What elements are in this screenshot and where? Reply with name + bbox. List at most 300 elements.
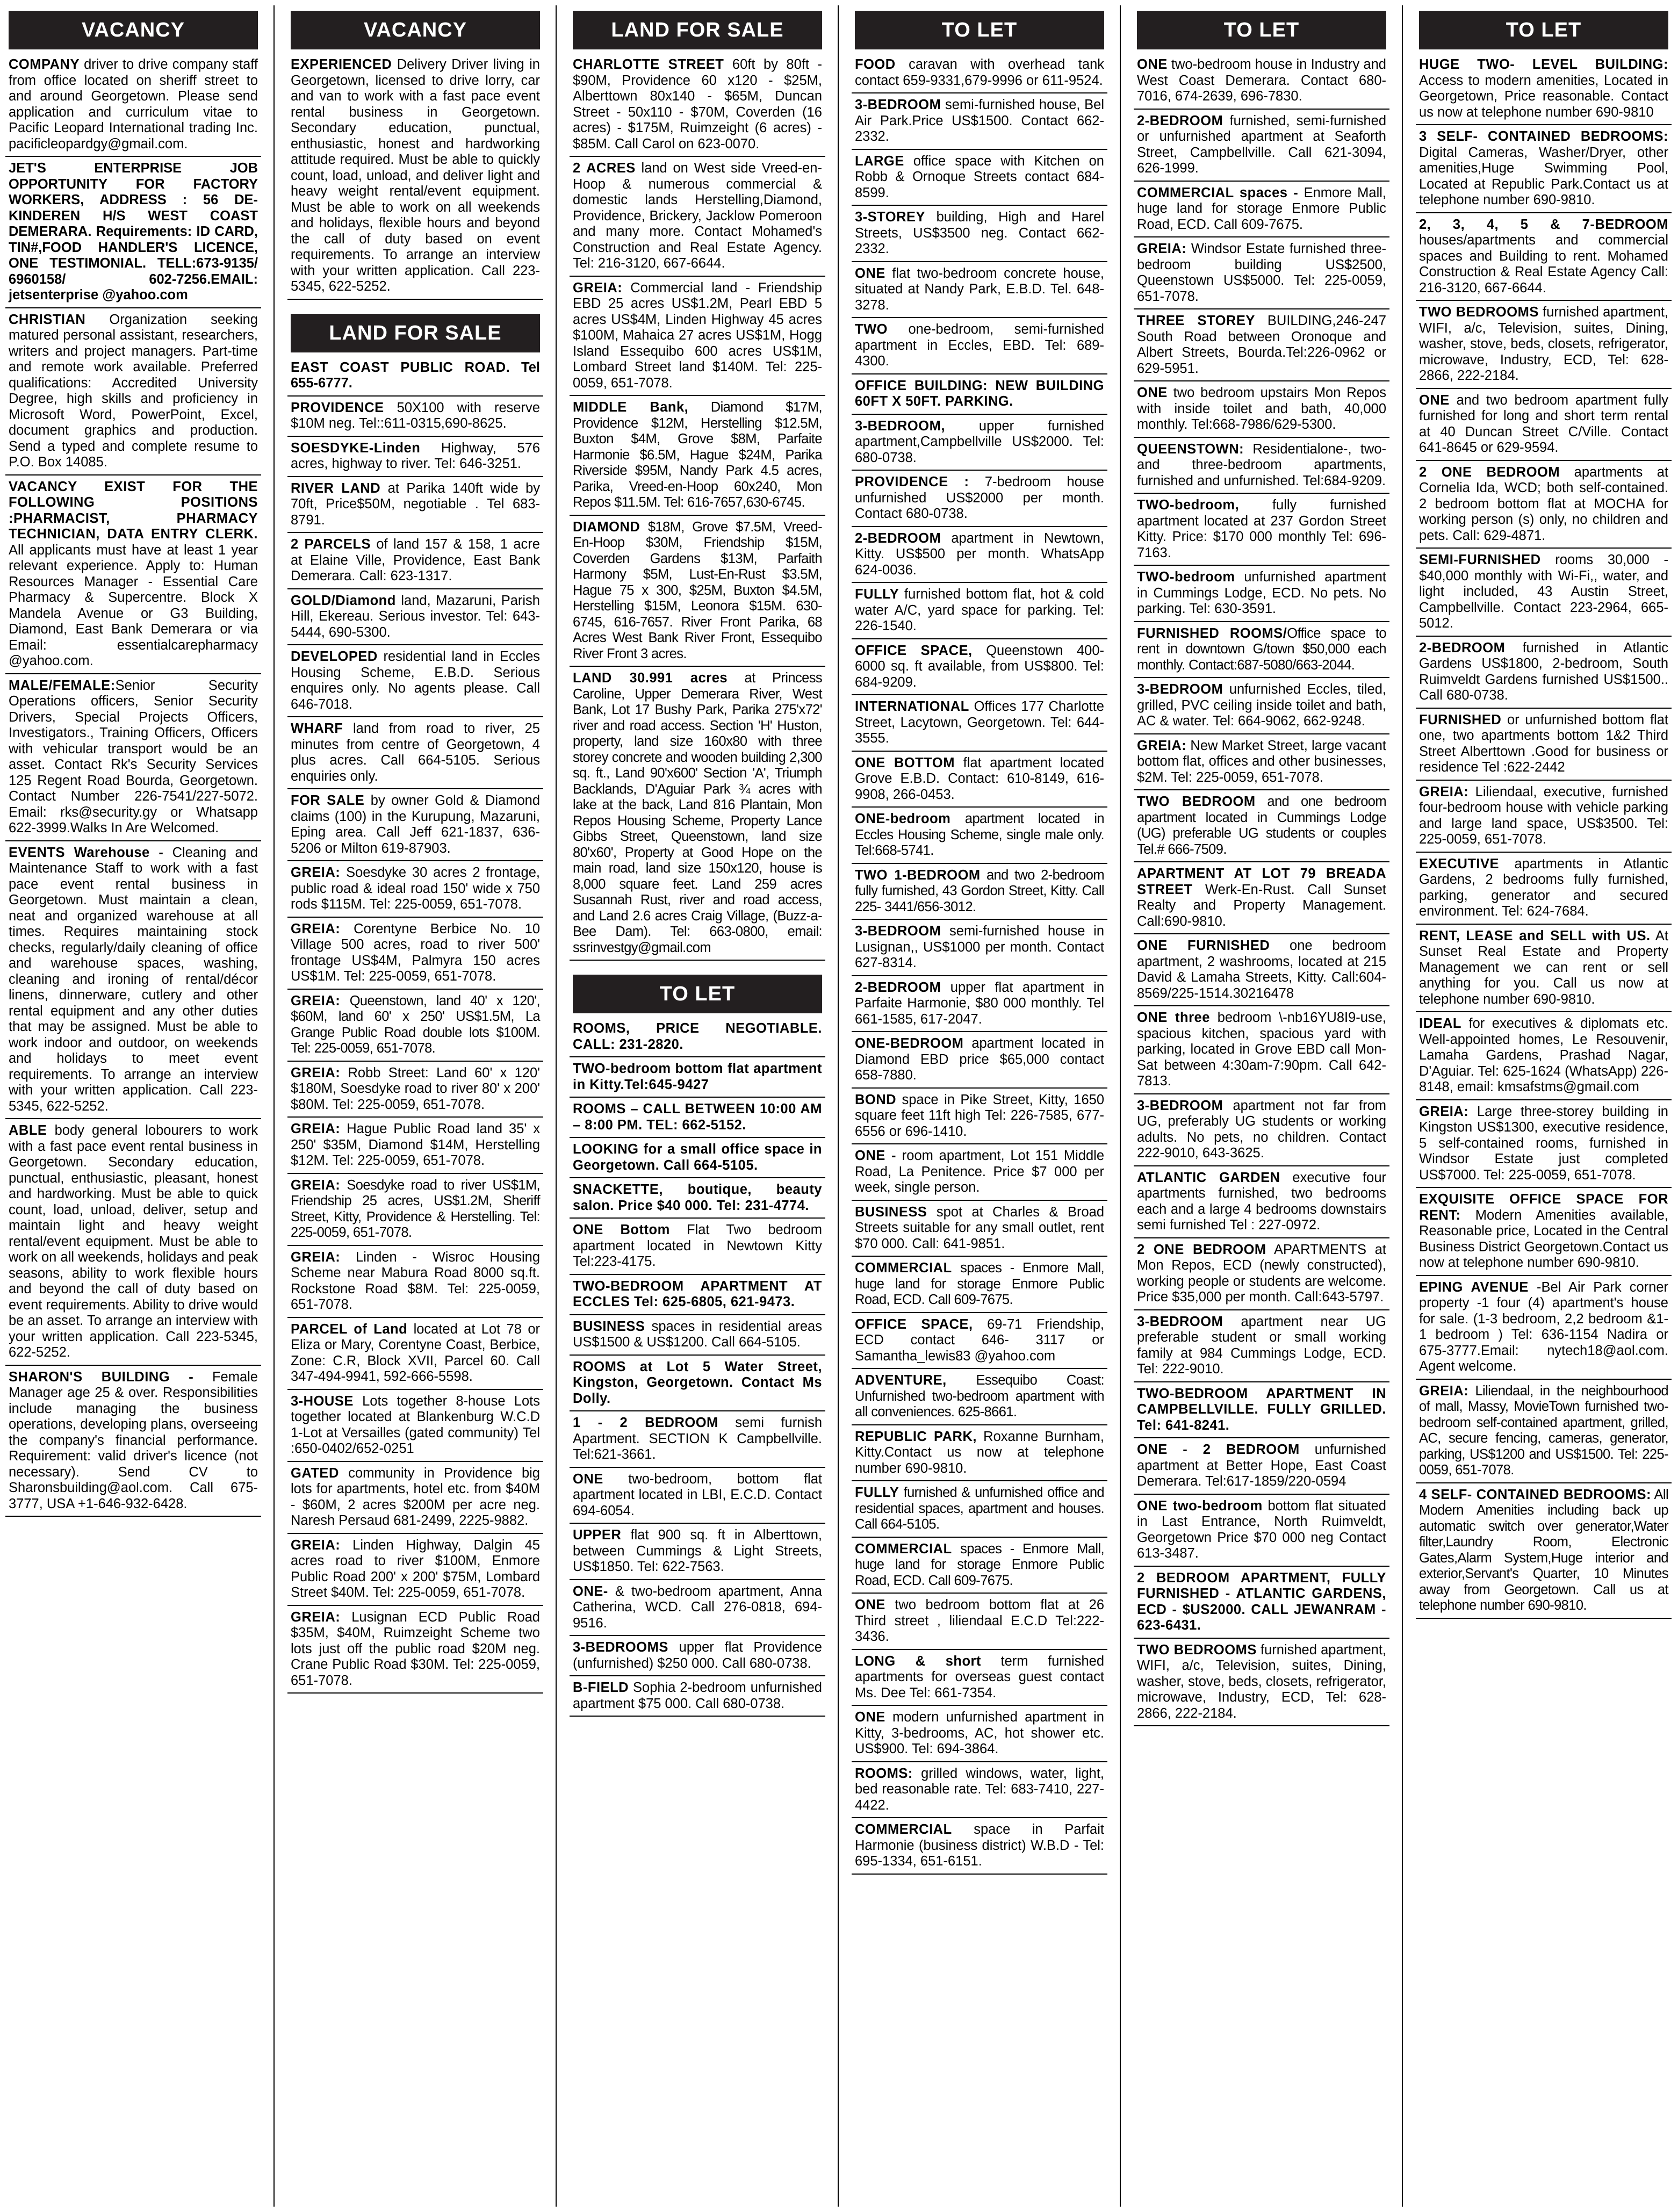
ad-text: apartment located in Eccles Housing Scheme, single male only. Tel:668-5741. xyxy=(855,811,1104,858)
ad-lead: IDEAL xyxy=(1419,1016,1461,1031)
ad-lead: LARGE xyxy=(855,153,904,169)
ad-text: one-bedroom, semi-furnished apartment in Eccles, EBD. Tel: 689-4300. xyxy=(855,322,1104,369)
ad-lead: ONE xyxy=(1137,57,1168,72)
ad-text: $18M, Grove $7.5M, Vreed-En-Hoop $30M, Friendship $15M, Coverden Gardens $13M, Parfaith Harmony $5M, Lust-En-Rust $3.5M, Hague 75 x 300, $25M, Buxton $4.5M, Herstelling $15M, Leonora $15M. 630-6745, 616-7657. River Front Parika, 68 Acres West Bank River Front, Essequibo River Front 3 acres. xyxy=(573,519,822,661)
classified-ad xyxy=(570,1472,825,1524)
ad-text: room apartment, Lot 151 Middle Road, La Penitence. Price $7 000 per week, single person. xyxy=(855,1148,1104,1195)
ad-text: 60ft by 80ft - $90M, Providence 60 x120 - $25M, Alberttown 80x140 - $65M, Duncan Street - 50x110 - $70M, Coverden (16 acres) - $175M, Ruimzeight (6 acres) - $85M. Call Carol on 623-0070. xyxy=(573,57,822,152)
ad-text: fully furnished apartment located at 237 Gordon Street Kitty. Price: $170 000 monthly Tel: 696-7163. xyxy=(1137,498,1386,560)
classified-ad xyxy=(1134,313,1389,381)
classified-ad xyxy=(287,1121,543,1174)
ad-lead: ONE FURNISHED xyxy=(1137,938,1270,953)
classified-ad xyxy=(570,1640,825,1676)
ad-lead: EAST COAST PUBLIC ROAD. xyxy=(291,359,510,375)
ad-lead: ONE-BEDROOM xyxy=(855,1036,964,1051)
ad-lead: UPPER xyxy=(573,1527,622,1543)
ad-text: Soesdyke road to river US$1M, Friendship 25 acres, US$1.2M, Sheriff Street, Kitty, Providence & Herstelling. Tel: 225-0059, 651-7078. xyxy=(291,1177,540,1240)
ad-text: apartment in Newtown, Kitty. US$500 per month. WhatsApp 624-0036. xyxy=(855,530,1104,578)
classified-ad xyxy=(1416,1280,1672,1380)
section-header: VACANCY xyxy=(291,11,540,49)
classified-ad xyxy=(852,1092,1107,1145)
ad-lead: TWO BEDROOM xyxy=(1137,794,1256,809)
ad-lead: ONE Bottom xyxy=(573,1222,670,1237)
ad-lead: SNACKETTE, boutique, beauty salon. Price $40 000. Tel: 231-4774. xyxy=(573,1182,822,1213)
ad-text: apartments in Atlantic Gardens, 2 bedrooms fully furnished, parking, generator and secured environment. Tel: 624-7684. xyxy=(1419,856,1668,919)
section-header: TO LET xyxy=(1419,11,1668,49)
ad-text: community in Providence big lots for apartments, hotel etc. from $40M - $60M, 2 acres $200M per acre neg. Naresh Persaud 681-2499, 2225-9882. xyxy=(291,1465,540,1528)
ad-lead: ONE xyxy=(1419,392,1450,408)
ad-lead: EXPERIENCED xyxy=(291,57,392,72)
ad-lead: GREIA: xyxy=(291,921,341,936)
classified-ad xyxy=(570,161,825,277)
ad-text: unfurnished Eccles, tiled, grilled, PVC ceiling inside toilet and bath, AC & water. Tel: 664-9062, 662-9248. xyxy=(1137,682,1386,729)
ad-lead: GREIA: xyxy=(1137,241,1187,256)
classified-ad xyxy=(852,1541,1107,1594)
ad-lead: PARCEL of Land xyxy=(291,1321,408,1337)
classified-ad xyxy=(1134,1314,1389,1382)
ad-text: furnished bottom flat, hot & cold water A/C, yard space for parking. Tel: 226-1540. xyxy=(855,587,1104,633)
classified-ad xyxy=(1416,465,1672,549)
classified-ad xyxy=(852,868,1107,920)
classified-ad xyxy=(570,280,825,397)
classified-ad xyxy=(1134,938,1389,1006)
section-header: TO LET xyxy=(855,11,1104,49)
ad-text: semi-furnished house, Bel Air Park.Price US$1500. Contact 662-2332. xyxy=(855,97,1104,144)
ad-text: Sophia 2-bedroom unfurnished apartment $75 000. Call 680-0738. xyxy=(573,1680,822,1711)
classified-ad xyxy=(852,1429,1107,1482)
ad-text: body general lobourers to work with a fast pace event rental business in Georgetown. Secondary education, punctual, enthusiastic, pleasant, honest and hardworking. Must be able to quick count, load, unload, deliver, setup and maintain light and heavy weight rental/event equipment. Must be able to work on all weekends, holidays and peak seasons, ability to work flexible hours and beyond the call of duty based on event requirements. Ability to drive would be an asset. To arrange an interview with your written application. Call 223-5345, 622-5252. xyxy=(9,1123,258,1360)
ad-text: land, Mazaruni, Parish Hill, Ekereau. Serious investor. Tel: 643-5444, 690-5300. xyxy=(291,593,540,640)
classified-ad xyxy=(1134,794,1389,862)
ad-text: Liliendaal, in the neighbourhood of mall, Massy, MovieTown furnished two-bedroom self-contained apartment, grilled, AC, secure fencing, cameras, generator, parking, US$1200 and US$1500. Tel: 225-0059, 651-7078. xyxy=(1419,1383,1668,1478)
classified-ad xyxy=(570,1319,825,1356)
section-header: VACANCY xyxy=(9,11,258,49)
classified-ad xyxy=(852,699,1107,752)
ad-lead: 2 ONE BEDROOM xyxy=(1419,464,1560,480)
classified-ad xyxy=(852,474,1107,527)
ad-text: furnished, semi-furnished or unfurnished apartment at Seaforth Street, Campbellville. Call 621-3094, 626-1999. xyxy=(1137,113,1386,176)
ad-lead: 3-BEDROOM xyxy=(1137,682,1223,697)
classified-ad xyxy=(287,921,543,990)
classified-ad xyxy=(287,1394,543,1462)
classified-ad xyxy=(570,1680,825,1717)
classified-ad xyxy=(852,755,1107,808)
ad-lead: 3-STOREY xyxy=(855,210,926,225)
ad-text: for executives & diplomats etc. Well-appointed homes, Le Resouvenir, Lamaha Gardens, Prashad Nagar, D'Aguiar. Tel: 625-1624 (WhatsApp) 226-8148, email: kmsafstms@gmail.com xyxy=(1419,1016,1668,1094)
column-divider xyxy=(1402,5,1403,2207)
ad-text: 7-bedroom house unfurnished US$2000 per month. Contact 680-0738. xyxy=(855,474,1104,521)
ad-text: two bedroom bottom flat at 26 Third street , liliendaal E.C.D Tel:222-3436. xyxy=(855,1597,1104,1644)
classified-ad xyxy=(287,1250,543,1318)
ad-lead: FURNISHED xyxy=(1419,712,1502,727)
ad-text: bottom flat situated in Last Entrance, North Ruimveldt, Georgetown Price $70 000 neg Contact 613-3487. xyxy=(1137,1498,1386,1561)
classified-ad xyxy=(1134,1498,1389,1567)
ad-lead: 2 BEDROOM APARTMENT, FULLY FURNISHED - ATLANTIC GARDENS, ECD - $US2000. CALL JEWANRAM - 623-6431. xyxy=(1137,1570,1386,1633)
ad-text: furnished apartment, WIFI, a/c, Television, suites, Dining, washer, stove, beds, closets, refrigerator, microwave, Industry, ECD, Tel: 628-2866, 222-2184. xyxy=(1137,1642,1386,1721)
ad-lead: 3 SELF- CONTAINED BEDROOMS: xyxy=(1419,129,1668,144)
column-6 xyxy=(1416,5,1672,2207)
ad-lead: EXECUTIVE xyxy=(1419,856,1500,871)
ad-text: Offices 177 Charlotte Street, Lacytown, Georgetown. Tel: 644-3555. xyxy=(855,699,1104,746)
ad-lead: 2-BEDROOM xyxy=(855,530,941,546)
classified-ad xyxy=(1134,626,1389,679)
ad-text: of land 157 & 158, 1 acre at Elaine Ville, Providence, East Bank Demerara. Call: 623-1317. xyxy=(291,537,540,583)
ad-text: apartments at Cornelia Ida, WCD; both self-contained. 2 bedroom bottom flat at MOCHA for working person (s) only, no children and pets. Call: 629-4871. xyxy=(1419,464,1668,543)
classified-ad xyxy=(1134,498,1389,566)
column-divider xyxy=(838,5,839,2207)
ad-lead: REPUBLIC PARK, xyxy=(855,1429,977,1444)
ad-text: Windsor Estate furnished three-bedroom building US$2500, Queenstown US$5000. Tel: 225-0059, 651-7078. xyxy=(1137,241,1386,304)
ad-lead: BUSINESS xyxy=(855,1204,927,1220)
classified-ad xyxy=(852,811,1107,864)
classified-ad xyxy=(852,1205,1107,1257)
classified-ad xyxy=(570,1061,825,1098)
column-divider xyxy=(1120,5,1121,2207)
ad-lead: COMMERCIAL spaces - xyxy=(1137,185,1299,200)
ad-lead: 2 ACRES xyxy=(573,161,636,176)
classified-ad xyxy=(852,1766,1107,1819)
ad-text: At Sunset Real Estate and Property Management we can rent or sell anything for you. Call us now at telephone number 690-9810. xyxy=(1419,928,1668,1007)
ad-lead: DEVELOPED xyxy=(291,649,378,664)
classified-ad xyxy=(1416,784,1672,853)
ad-lead: CHARLOTTE STREET xyxy=(573,57,724,72)
classified-ad xyxy=(287,793,543,861)
classified-ad xyxy=(852,322,1107,374)
ad-lead: COMMERCIAL xyxy=(855,1260,952,1276)
ad-text: furnished apartment, WIFI, a/c, Television, suites, Dining, washer, stove, beds, closets, refrigerator, microwave, Industry, ECD, Tel: 628-2866, 222-2184. xyxy=(1419,305,1668,383)
ad-lead: ROOMS: xyxy=(855,1766,913,1781)
ad-lead: ABLE xyxy=(9,1123,47,1138)
ad-text: APARTMENTS at Mon Repos, ECD (newly constructed), working people or students are welcome. Price $35,000 per month. Call:643-5797. xyxy=(1137,1242,1386,1305)
ad-lead: GREIA: xyxy=(573,280,623,296)
column-divider xyxy=(273,5,275,2207)
ad-text: unfurnished apartment at Better Hope, East Coast Demerara. Tel:617-1859/220-0594 xyxy=(1137,1442,1386,1489)
ad-text: Digital Cameras, Washer/Dryer, other amenities,Huge Swimming Pool, Located at Republic Park.Contact us at telephone number 690-9810. xyxy=(1419,145,1668,207)
ad-text: Lusignan ECD Public Road $35M, $40M, Ruimzeight Scheme two lots just off the public road $20M neg. Crane Public Road $30M. Tel: 225-0059, 651-7078. xyxy=(291,1609,540,1688)
classified-ad xyxy=(852,1036,1107,1089)
ad-text: Modern Amenities available, Reasonable price, Located in the Central Business District Georgetown.Contact us now at telephone number 690-9810. xyxy=(1419,1207,1668,1270)
ad-lead: ONE xyxy=(1137,385,1168,400)
classified-ad xyxy=(1416,1384,1672,1483)
ad-lead: 2, 3, 4, 5 & 7-BEDROOM xyxy=(1419,217,1668,232)
ad-lead: GREIA: xyxy=(1137,738,1187,753)
classified-ad xyxy=(5,479,261,674)
ad-lead: FULLY xyxy=(855,587,899,602)
ad-text: flat two-bedroom concrete house, situated at Nandy Park, E.B.D. Tel. 648-3278. xyxy=(855,265,1104,313)
ad-text: Hague Public Road land 35' x 250' $35M, Diamond $14M, Herstelling $12M. Tel: 225-0059, 651-7078. xyxy=(291,1121,540,1168)
ad-lead: GREIA: xyxy=(1419,784,1469,799)
column-divider xyxy=(556,5,557,2207)
ad-lead: 3-BEDROOM, xyxy=(855,418,945,434)
ad-text: one bedroom apartment, 2 washrooms, located at 215 David & Lamaha Streets, Kitty. Call:604-8569/225-1514.30216478 xyxy=(1137,938,1386,1001)
ad-text: or unfurnished bottom flat one, two apartments bottom 1&2 Third Street Alberttown .Good for business or residence Tel :622-2442 xyxy=(1419,712,1668,775)
ad-text: space in Parfait Harmonie (business district) W.B.D - Tel: 695-1334, 651-6151. xyxy=(855,1822,1104,1869)
classified-ad xyxy=(1134,1642,1389,1727)
ad-lead: TWO-bedroom bottom flat apartment in Kitty.Tel:645-9427 xyxy=(573,1061,822,1092)
classified-ad xyxy=(852,154,1107,206)
ad-text: Large three-storey building in Kingston US$1300, executive residence, 5 self-contained rooms, furnished in Windsor Estate just completed US$7000. Tel: 225-0059, 651-7078. xyxy=(1419,1104,1668,1183)
classified-ad xyxy=(1134,241,1389,309)
classified-ad xyxy=(570,520,825,667)
ad-lead: GREIA: xyxy=(1419,1383,1469,1399)
classified-ad xyxy=(1416,552,1672,637)
ad-text: apartment near UG preferable student or small working family at 984 Cummings Lodge, ECD. Tel: 222-9010. xyxy=(1137,1314,1386,1377)
ad-text: Delivery Driver living in Georgetown, licensed to drive lorry, car and van to work with a fast pace event rental business in Georgetown. Secondary education, punctual, enthusiastic, honest and hardworking attitude required. Must be able to quickly count, load, unload, and deliver light and heavy weight rental/event equipment. Must be able to work on all weekends and holidays, flexible hours and beyond the call of duty based on event requirements. To arrange an interview with your written application. Call 223-5345, 622-5252. xyxy=(291,57,540,294)
ad-lead: TWO-bedroom xyxy=(1137,570,1235,585)
ad-lead: GREIA: xyxy=(291,1609,341,1625)
classified-ad xyxy=(1416,1016,1672,1100)
classified-ad xyxy=(1134,185,1389,238)
classified-ad xyxy=(852,419,1107,471)
ad-text: Diamond $17M, Providence $12M, Herstelling $12.5M, Buxton $4M, Grove $8M, Parfaite Harmonie $6.5M, Hague $24M, Parika Riverside $95M, Nandy Park 4.5 acres, Parika, Vreed-en-Hoop 60x240, Mon Repos $11.5M. Tel: 616-7657,630-6745. xyxy=(573,400,822,510)
ad-text: rooms 30,000 - $40,000 monthly with Wi-Fi,, water, and light included, 43 Austin Street, Campbellville. Contact 223-2964, 665-5012. xyxy=(1419,552,1668,631)
classified-ad xyxy=(570,1021,825,1057)
ad-lead: ONE two-bedroom xyxy=(1137,1498,1263,1514)
section-header: TO LET xyxy=(573,975,822,1013)
classified-ad xyxy=(5,1123,261,1366)
ad-text: upper flat Providence (unfurnished) $250 000. Call 680-0738. xyxy=(573,1640,822,1671)
ad-text: apartment located in Diamond EBD price $65,000 contact 658-7880. xyxy=(855,1036,1104,1083)
classified-ad xyxy=(852,210,1107,262)
classified-ad xyxy=(1416,393,1672,461)
classified-ad xyxy=(1134,1098,1389,1166)
ad-text: executive four apartments furnished, two bedrooms each and a large 4 bedrooms downstairs semi furnished Tel : 227-0972. xyxy=(1137,1170,1386,1233)
classified-ad xyxy=(852,1317,1107,1370)
ad-lead: MIDDLE Bank, xyxy=(573,400,689,415)
classified-ad xyxy=(5,161,261,308)
ad-text: semi-furnished house in Lusignan,, US$1000 per month. Contact 627-8314. xyxy=(855,924,1104,970)
ad-lead: BOND xyxy=(855,1092,897,1107)
classified-ad xyxy=(570,1584,825,1637)
classified-ad xyxy=(852,1148,1107,1201)
classified-ad xyxy=(287,649,543,717)
classified-ad xyxy=(570,57,825,157)
ad-text: furnished in Atlantic Gardens US$1800, 2-bedroom, South Ruimveldt Gardens furnished US$1500.. Call 680-0738. xyxy=(1419,640,1668,703)
ad-lead: GREIA: xyxy=(291,1121,341,1136)
ad-text: Residentialone-, two- and three-bedroom apartments, furnished and unfurnished. Tel:684-9209. xyxy=(1137,441,1386,488)
classified-ad xyxy=(852,97,1107,150)
classified-ad xyxy=(1416,1192,1672,1276)
ad-lead: GREIA: xyxy=(1419,1104,1469,1119)
ad-text: by owner Gold & Diamond claims (100) in the Kurupung, Mazaruni, Eping area. Call Jeff 621-1837, 636-5206 or Milton 619-87903. xyxy=(291,793,540,856)
ad-lead: RIVER LAND xyxy=(291,480,381,496)
ad-text: Essequibo Coast: Unfurnished two-bedroom apartment with all conveniences. 625-8661. xyxy=(855,1373,1104,1420)
ad-text: Flat Two bedroom apartment located in Newtown Kitty Tel:223-4175. xyxy=(573,1222,822,1269)
classified-ad xyxy=(852,1710,1107,1762)
ad-text: at Princess Caroline, Upper Demerara River, West Bank, Lot 17 Bushy Park, Parika 275'x72' river and road access. Section 'H' Huston, property, land size 160x80 with three storey concrete and wooden building 2,300 sq. ft., Land 90'x600' Section 'A', Triumph Backlands, D'Aguiar Park ¾ acres with lake at the back, Land 816 Plantain, Mon Repos Housing Scheme, Property Lance Gibbs Street, Queenstown, land size 80'x60', Property at Good Hope on the main road, land size 150x120, house is 8,000 square feet. Land 259 acres Susannah Rust, river and road access, and Land 2.6 acres Craig Village, (Buzz-a-Bee Dam). Tel: 663-0800, email: ssrinvestgy@gmail.com xyxy=(573,671,822,955)
classified-ad xyxy=(852,1260,1107,1313)
ad-lead: ONE - xyxy=(855,1148,897,1163)
ad-text: bedroom \-nb16YU8I9-use, spacious kitchen, spacious yard with parking, located in Grove EBD call Mon-Sat between 4:30am-7:90pm. Call 642-7813. xyxy=(1137,1010,1386,1089)
ad-text: building, High and Harel Streets, US$3500 neg. Contact 662-2332. xyxy=(855,210,1104,256)
classified-ad xyxy=(570,1359,825,1412)
ad-lead: COMMERCIAL xyxy=(855,1541,952,1557)
ad-text: All applicants must have at least 1 year relevant experience. Apply to: Human Resources Manager - Essential Care Pharmacy & Supercentre. Block X Mandela Avenue or G3 Building, Diamond, East Bank Demerara or via Email: essentialcarepharmacy @yahoo.com. xyxy=(9,542,258,668)
ad-lead: TWO-BEDROOM APARTMENT IN CAMPBELLVILLE. FULLY GRILLED. Tel: 641-8241. xyxy=(1137,1386,1386,1433)
classified-ad xyxy=(852,57,1107,93)
ad-lead: SEMI-FURNISHED xyxy=(1419,552,1541,567)
classified-ad xyxy=(1134,1570,1389,1639)
ad-text: 69-71 Friendship, ECD contact 646- 3117 or Samantha_lewis83 @yahoo.com xyxy=(855,1316,1104,1364)
ad-lead: ROOMS at Lot 5 Water Street, Kingston, Georgetown. Contact Ms Dolly. xyxy=(573,1359,822,1406)
ad-text: space in Pike Street, Kitty, 1650 square feet 11ft high Tel: 226-7585, 677-6556 or 696-1410. xyxy=(855,1092,1104,1139)
ad-lead: TWO BEDROOMS xyxy=(1419,305,1539,320)
ad-text: Linden - Wisroc Housing Scheme near Mabura Road 8000 sq.ft. Rockstone Road $8M. Tel: 225-0059, 651-7078. xyxy=(291,1249,540,1312)
ad-text: at Parika 140ft wide by 70ft, Price$50M, negotiable . Tel 683-8791. xyxy=(291,480,541,528)
ad-text: Office space to rent in downtown G/town $50,000 each monthly. Contact:687-5080/663-2044. xyxy=(1137,625,1386,673)
ad-lead: 2 ONE BEDROOM xyxy=(1137,1242,1266,1257)
ad-text: and two 2-bedroom fully furnished, 43 Gordon Street, Kitty. Call 225- 3441/656-3012. xyxy=(855,867,1105,914)
ad-lead: GREIA: xyxy=(291,1537,341,1553)
classified-ad xyxy=(570,1527,825,1580)
ad-text: JET'S ENTERPRISE JOB OPPORTUNITY FOR FACTORY WORKERS, ADDRESS : 56 DE-KINDEREN H/S WEST COAST DEMERARA. Requirements: ID CARD, TIN#,FOOD HANDLER'S LICENCE, ONE TESTIMONIAL. TELL:673-9135/ 6960158/ 602-7256.EMAIL: jetsenterprise @yahoo.com xyxy=(9,161,258,302)
classified-ad xyxy=(1134,1386,1389,1439)
classified-ad xyxy=(287,400,543,437)
ad-text: New Market Street, large vacant bottom flat, offices and other businesses, $2M. Tel: 225-0059, 651-7078. xyxy=(1137,738,1386,785)
ad-text: spaces - Enmore Mall, huge land for storage Enmore Public Road, ECD. Call 609-7675. xyxy=(855,1260,1104,1307)
ad-text: semi furnish Apartment. SECTION K Campbellville. Tel:621-3661. xyxy=(573,1415,822,1462)
ad-lead: CHRISTIAN xyxy=(9,312,86,327)
ad-text: office space with Kitchen on Robb & Ornoque Streets contact 684-8599. xyxy=(855,153,1104,200)
ad-text: Lots together 8-house Lots together located at Blankenburg W.C.D 1-Lot at Versailles (gated community) Tel :650-0402/652-0251 xyxy=(291,1393,540,1456)
classified-ad xyxy=(1134,1442,1389,1495)
ad-text: upper flat apartment in Parfaite Harmonie, $80 000 monthly. Tel 661-1585, 617-2047. xyxy=(855,979,1104,1027)
column-5 xyxy=(1134,5,1389,2207)
classified-ad xyxy=(852,1485,1107,1538)
ad-text: 50X100 with reserve $10M neg. Tel::611-0315,690-8625. xyxy=(291,400,540,431)
ad-text: Werk-En-Rust. Call Sunset Realty and Property Management. Call:690-9810. xyxy=(1137,882,1386,929)
ad-lead: 2 PARCELS xyxy=(291,537,371,552)
ad-lead: VACANCY EXIST FOR THE FOLLOWING POSITIONS :PHARMACIST, PHARMACY TECHNICIAN, DATA ENTRY CLERK. xyxy=(9,479,258,542)
ad-text: Queenstown 400-6000 sq. ft available, from US$800. Tel: 684-9209. xyxy=(855,643,1104,690)
classified-ad xyxy=(287,441,543,477)
ad-lead: WHARF xyxy=(291,721,343,736)
ad-lead: ONE- xyxy=(573,1583,608,1599)
classified-ad xyxy=(1134,385,1389,438)
ad-lead: LAND 30.991 acres xyxy=(573,671,728,686)
ad-text: spaces - Enmore Mall, huge land for storage Enmore Public Road, ECD. Call 609-7675. xyxy=(855,1541,1104,1588)
ad-lead: GREIA: xyxy=(291,1249,341,1265)
ad-text: grilled windows, water, light, bed reasonable rate. Tel: 683-7410, 227-4422. xyxy=(855,1766,1104,1813)
classified-ad xyxy=(852,1822,1107,1875)
classified-ad xyxy=(1416,1487,1672,1619)
ad-text: Access to modern amenities, Located in Georgetown, Price reasonable. Contact us now at telephone number 690-9810 xyxy=(1419,73,1668,120)
classified-ad xyxy=(5,57,261,157)
ad-lead: TWO-BEDROOM APARTMENT AT ECCLES Tel: 625-6805, 621-9473. xyxy=(573,1278,822,1309)
ad-lead: 2-BEDROOM xyxy=(855,979,941,995)
classified-ad xyxy=(1416,129,1672,213)
classified-ad xyxy=(1416,712,1672,781)
classified-ad xyxy=(287,1322,543,1390)
classified-ad xyxy=(5,678,261,841)
ad-text: Soesdyke 30 acres 2 frontage, public road & ideal road 150' wide x 750 rods $115M. Tel: 225-0059, 651-7078. xyxy=(291,865,540,912)
classified-ad xyxy=(1134,442,1389,494)
ad-lead: LONG & short xyxy=(855,1653,981,1669)
column-4 xyxy=(852,5,1107,2207)
ad-text: two bedroom upstairs Mon Repos with inside toilet and bath, 40,000 monthly. Tel:668-7986/629-5300. xyxy=(1137,385,1386,432)
classified-ad xyxy=(287,1466,543,1534)
ad-lead: THREE STOREY xyxy=(1137,313,1255,328)
ad-lead: 1 - 2 BEDROOM xyxy=(573,1415,718,1430)
classified-ad xyxy=(1134,570,1389,622)
ad-lead: GATED xyxy=(291,1465,339,1481)
ad-lead: 3-BEDROOM xyxy=(855,924,941,939)
classified-ad xyxy=(570,1279,825,1315)
ad-text: flat 900 sq. ft in Alberttown, between Cummings & Light Streets, US$1850. Tel: 622-7563. xyxy=(573,1527,822,1574)
ad-text: residential land in Eccles Housing Scheme, E.B.D. Serious enquires only. No agents please. Call 646-7018. xyxy=(291,649,540,712)
ad-lead: FURNISHED ROOMS/ xyxy=(1137,625,1287,641)
ad-lead: FOR SALE xyxy=(291,793,365,808)
ad-lead: ONE xyxy=(855,265,885,281)
classified-ad xyxy=(570,400,825,516)
ad-lead: ONE xyxy=(573,1471,603,1487)
classified-ad xyxy=(852,980,1107,1033)
ad-lead: RENT, LEASE and SELL with US. xyxy=(1419,928,1651,943)
classified-ad xyxy=(287,1178,543,1246)
classified-ad xyxy=(287,721,543,789)
classified-ad xyxy=(5,845,261,1120)
ad-text: and two bedroom apartment fully furnished for long and short term rental at 40 Duncan Street C/Ville. Contact 641-8645 or 629-9594. xyxy=(1419,392,1668,455)
ad-text: and one bedroom apartment located in Cummings Lodge (UG) preferable UG students or couples Tel.# 666-7509. xyxy=(1137,794,1386,857)
ad-lead: EVENTS Warehouse - xyxy=(9,845,164,860)
ad-text: Queenstown, land 40' x 120', $60M, land 60' x 250' US$1.5M, La Grange Public Road double lots $100M. Tel: 225-0059, 651-7078. xyxy=(291,993,540,1056)
classified-ad xyxy=(1416,217,1672,301)
ad-lead: TWO BEDROOMS xyxy=(1137,1642,1257,1658)
classified-ad xyxy=(1134,1242,1389,1310)
classified-ad xyxy=(287,360,543,397)
ad-text: Highway, 576 acres, highway to river. Tel: 646-3251. xyxy=(291,440,540,471)
classified-ad xyxy=(570,671,825,961)
ad-lead: PROVIDENCE : xyxy=(855,474,969,489)
ad-lead: 3-BEDROOM xyxy=(855,97,941,112)
classified-ad xyxy=(852,378,1107,415)
ad-text: Liliendaal, executive, furnished four-bedroom house with vehicle parking and large land space, US$3500. Tel: 225-0059, 651-7078. xyxy=(1419,784,1668,847)
ad-text: -Bel Air Park corner property -1 four (4) apartment's house for sale. (1-3 bedroom, 2,2 bedroom &1-1 bedroom ) Tel: 636-1154 Nadira or 675-3777.Email: nytech18@aol.com. Agent welcome. xyxy=(1419,1279,1669,1374)
ad-lead: EXQUISITE OFFICE SPACE FOR RENT: xyxy=(1419,1192,1668,1223)
classified-ad xyxy=(5,1370,261,1517)
classified-ad xyxy=(570,1142,825,1178)
ad-lead: FOOD xyxy=(855,57,896,72)
classifieds-page xyxy=(5,5,1673,2207)
classified-ad xyxy=(1416,57,1672,125)
ad-lead: INTERNATIONAL xyxy=(855,699,969,714)
ad-text: furnished & unfurnished office and residential spaces, apartment and houses. Call 664-5105. xyxy=(855,1485,1104,1532)
section-header: TO LET xyxy=(1137,11,1386,49)
ad-text: upper furnished apartment,Campbellville US$2000. Tel: 680-0738. xyxy=(855,418,1104,465)
classified-ad xyxy=(852,924,1107,976)
ad-lead: ROOMS, PRICE NEGOTIABLE. CALL: 231-2820. xyxy=(573,1021,822,1052)
classified-ad xyxy=(287,537,543,589)
classified-ad xyxy=(570,1222,825,1275)
ad-text: Enmore Mall, huge land for storage Enmore Public Road, ECD. Call 609-7675. xyxy=(1137,185,1386,232)
ad-text: term furnished apartments for overseas guest contact Ms. Dee Tel: 661-7354. xyxy=(855,1653,1105,1701)
ad-lead: QUEENSTOWN: xyxy=(1137,441,1244,457)
classified-ad xyxy=(852,643,1107,696)
ad-text: Corentyne Berbice No. 10 Village 500 acres, road to river 500' frontage US$4M, Palmyra 150 acres US$1M. Tel: 225-0059, 651-7078. xyxy=(291,921,540,984)
ad-lead: ONE BOTTOM xyxy=(855,755,955,770)
classified-ad xyxy=(1134,682,1389,734)
ad-lead: GREIA: xyxy=(291,1177,341,1193)
ad-lead: SHARON'S BUILDING - xyxy=(9,1369,194,1385)
ad-text: All Modern Amenities including back up automatic switch over generator,Water filter,Laundry Room, Electronic Gates,Alarm System,Huge interior and exterior,Servant's Quarter, 10 Minutes away from Georgetown. Call us at telephone number 690-9810. xyxy=(1419,1487,1669,1613)
classified-ad xyxy=(1416,1104,1672,1188)
ad-lead: 3-BEDROOMS xyxy=(573,1640,668,1655)
classified-ad xyxy=(570,1182,825,1219)
classified-ad xyxy=(1134,113,1389,182)
classified-ad xyxy=(287,865,543,918)
ad-lead: 3-HOUSE xyxy=(291,1393,354,1409)
ad-lead: GREIA: xyxy=(291,993,341,1008)
